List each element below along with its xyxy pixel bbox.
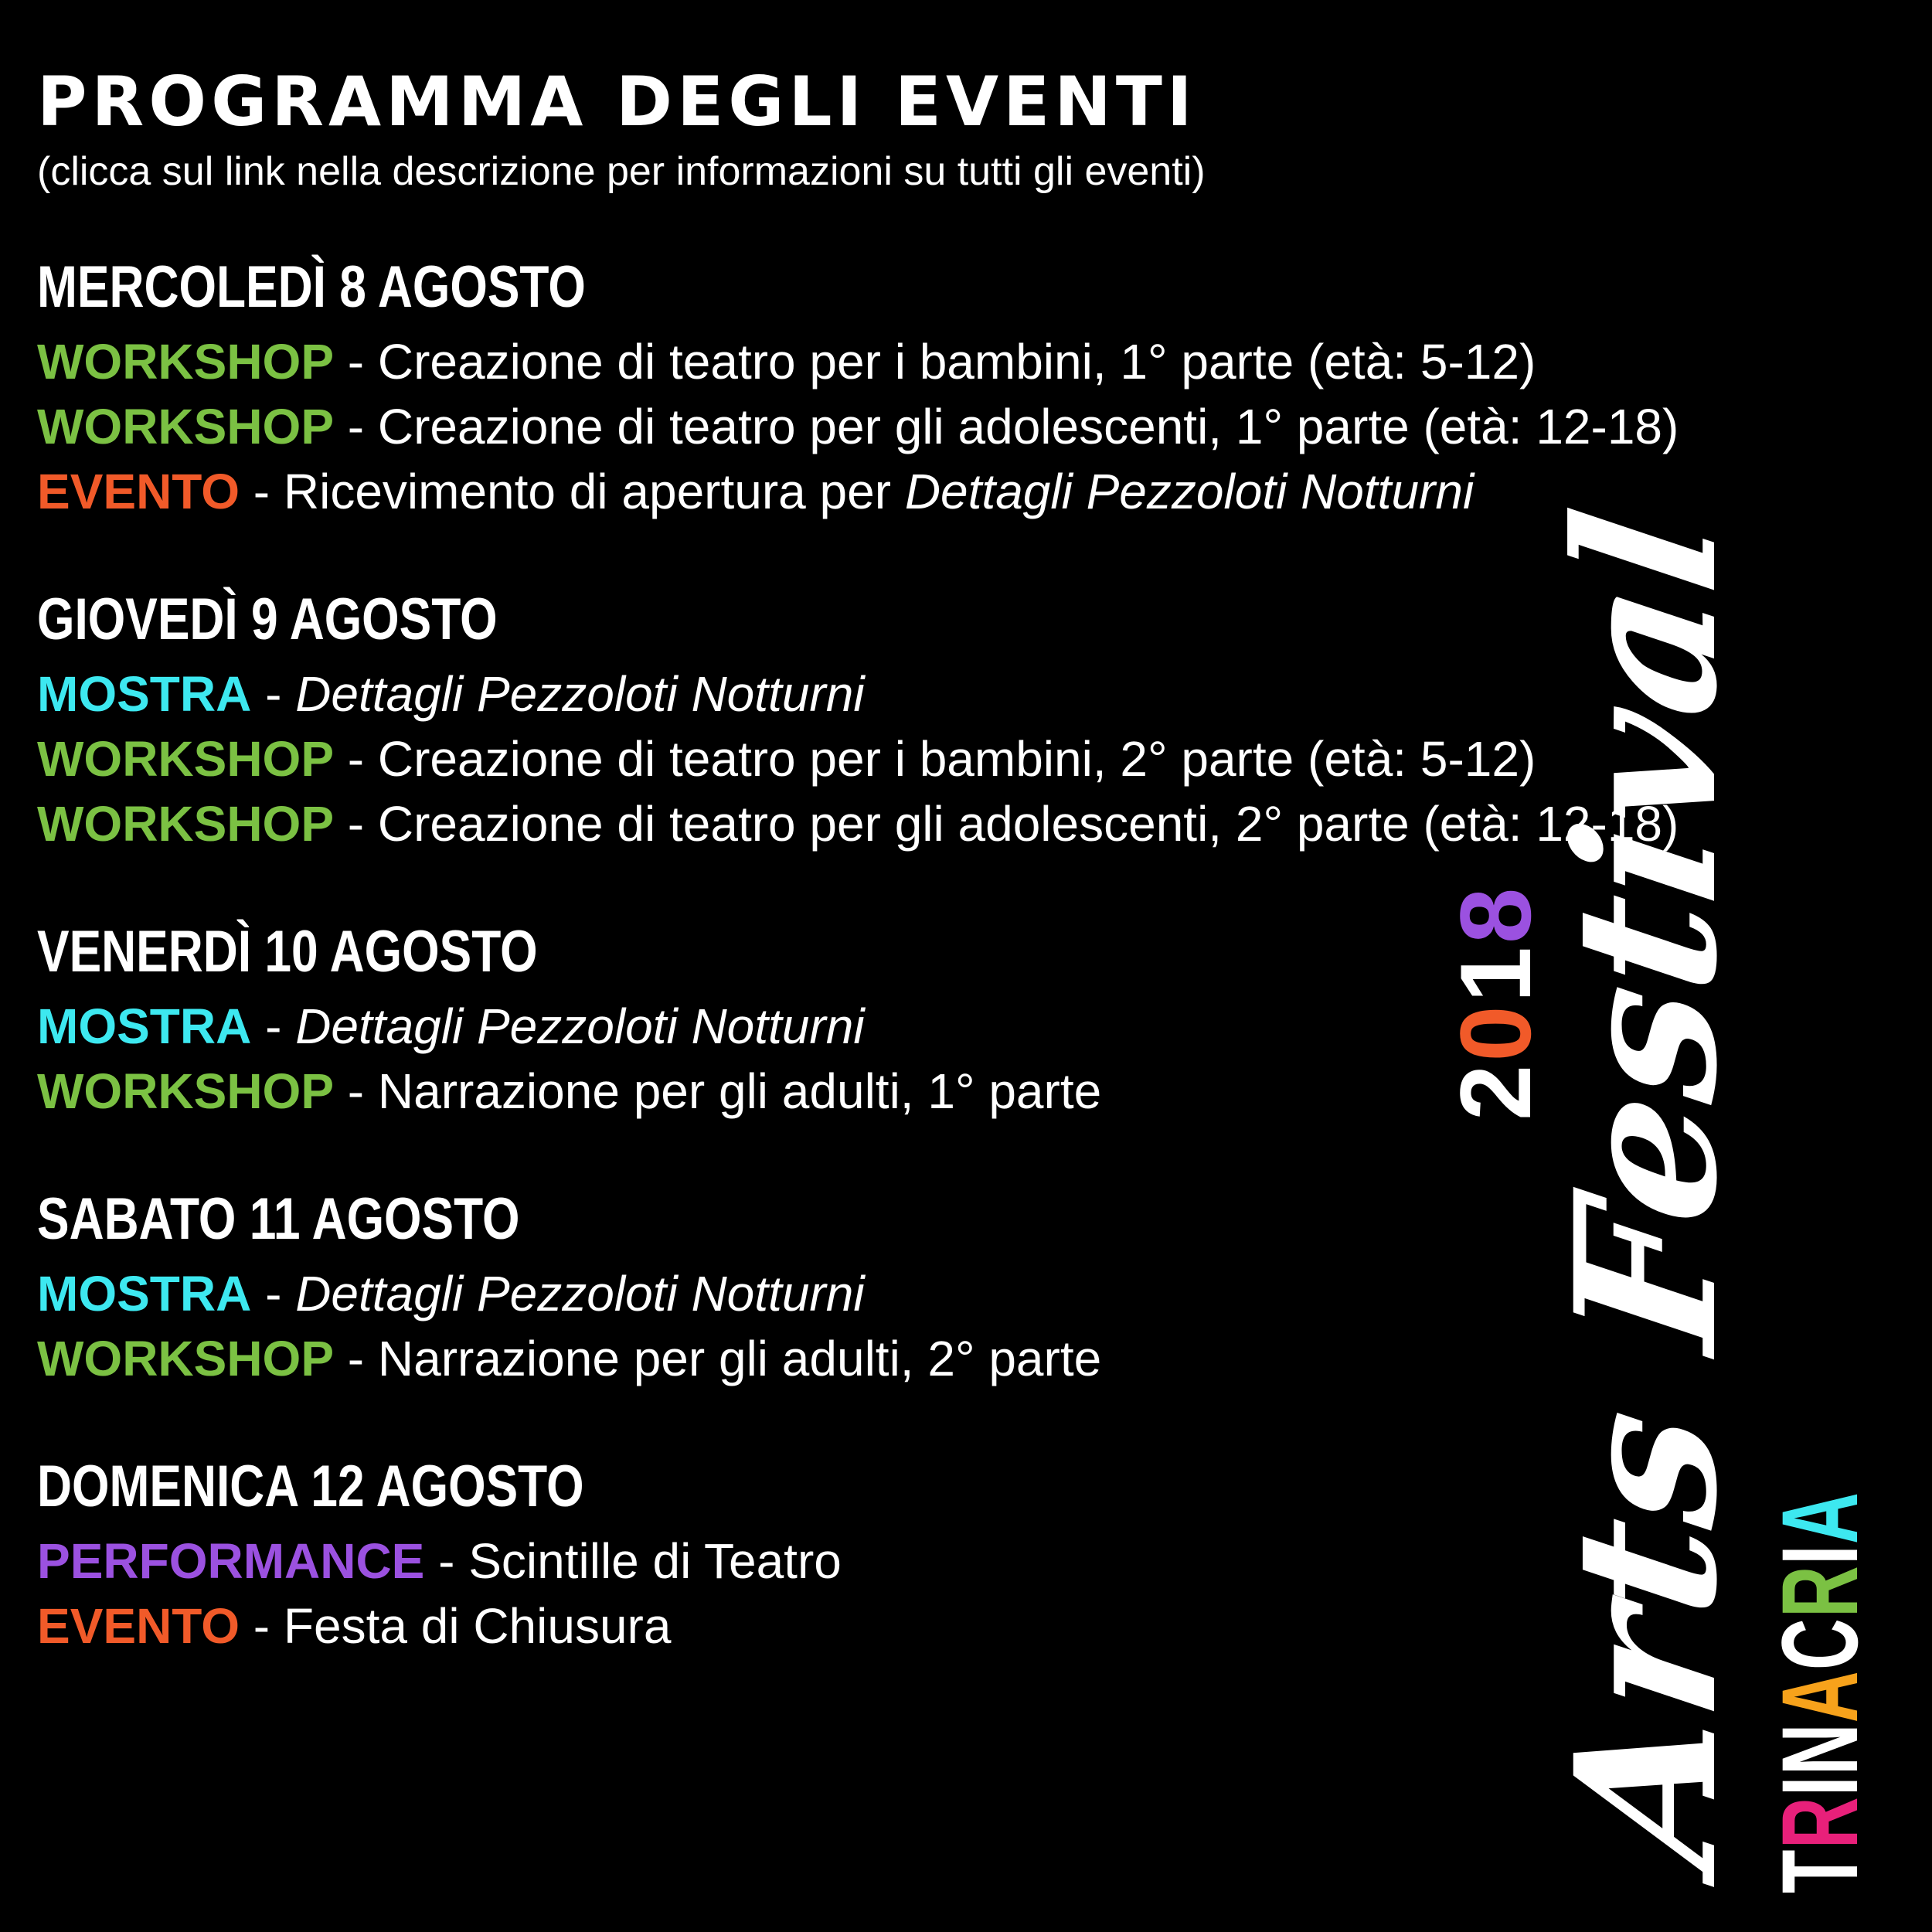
logo-year-digit: 0 — [1439, 1002, 1552, 1062]
logo-name-letter: R — [1759, 1796, 1880, 1849]
logo-script-text: Arts Festival — [1532, 498, 1760, 1879]
event-separator: - — [251, 998, 296, 1054]
day-title: SABATO 11 AGOSTO — [37, 1186, 520, 1252]
event-category: MOSTRA — [37, 998, 252, 1054]
event-category: MOSTRA — [37, 666, 252, 722]
day-title: VENERDÌ 10 AGOSTO — [37, 919, 538, 985]
event-separator: - — [251, 1266, 296, 1321]
day-title: MERCOLEDÌ 8 AGOSTO — [37, 254, 586, 320]
event-description: Creazione di teatro per gli adolescenti, 2° parte (età: 12-18) — [377, 796, 1679, 852]
event-category: WORKSHOP — [37, 796, 334, 852]
logo-year-digit: 8 — [1439, 884, 1552, 944]
event-category: WORKSHOP — [37, 1063, 334, 1119]
event-category: WORKSHOP — [37, 731, 334, 787]
event-separator: - — [251, 666, 296, 722]
logo-name-letter: R — [1759, 1564, 1880, 1618]
page-subtitle: (clicca sul link nella descrizione per informazioni su tutti gli eventi) — [37, 149, 1206, 194]
event-separator: - — [240, 464, 284, 519]
event-title-italic: Dettagli Pezzoloti Notturni — [295, 998, 865, 1054]
event-description: Narrazione per gli adulti, 1° parte — [377, 1063, 1102, 1119]
logo-name — [1759, 1491, 1880, 1893]
event-separator: - — [334, 1331, 378, 1386]
logo-name-letter: I — [1759, 1775, 1880, 1797]
event-category: EVENTO — [37, 464, 240, 519]
event-separator: - — [334, 399, 378, 454]
logo-year-digit: 1 — [1439, 944, 1552, 1003]
event-category: WORKSHOP — [37, 399, 334, 454]
event-separator: - — [334, 731, 378, 787]
event-description: Scintille di Teatro — [468, 1533, 842, 1589]
event-title-italic: Dettagli Pezzoloti Notturni — [295, 666, 865, 722]
logo-year — [1439, 884, 1552, 1121]
event-category: WORKSHOP — [37, 334, 334, 389]
event-title-italic: Dettagli Pezzoloti Notturni — [295, 1266, 865, 1321]
event-category: EVENTO — [37, 1598, 240, 1654]
event-description: Festa di Chiusura — [283, 1598, 672, 1654]
event-category: PERFORMANCE — [37, 1533, 425, 1589]
event-separator: - — [424, 1533, 469, 1589]
day-title: DOMENICA 12 AGOSTO — [37, 1454, 584, 1519]
event-description: Ricevimento di apertura per — [283, 464, 905, 519]
event-description: Creazione di teatro per i bambini, 1° parte (età: 5-12) — [377, 334, 1536, 389]
logo-year-digit: 2 — [1439, 1061, 1552, 1121]
event-description: Narrazione per gli adulti, 2° parte — [377, 1331, 1102, 1386]
logo-name-letter: T — [1759, 1849, 1880, 1893]
event-row — [37, 394, 1907, 459]
event-separator: - — [334, 1063, 378, 1119]
festival-logo — [1439, 498, 1880, 1893]
logo-name-letter: N — [1759, 1723, 1880, 1776]
event-description: Creazione di teatro per gli adolescenti, 1° parte (età: 12-18) — [377, 399, 1679, 454]
event-category: MOSTRA — [37, 1266, 252, 1321]
day-block — [37, 255, 1907, 524]
page-title: PROGRAMMA DEGLI EVENTI — [37, 62, 1197, 141]
logo-name-letter: I — [1759, 1543, 1880, 1565]
event-separator: - — [240, 1598, 284, 1654]
event-separator: - — [334, 796, 378, 852]
event-row — [37, 329, 1907, 394]
event-description: Creazione di teatro per i bambini, 2° parte (età: 5-12) — [377, 731, 1536, 787]
logo-name-letter: A — [1759, 1670, 1880, 1723]
logo-name-letter: A — [1759, 1491, 1880, 1544]
event-category: WORKSHOP — [37, 1331, 334, 1386]
logo-name-letter: C — [1759, 1617, 1880, 1671]
event-title-italic: Dettagli Pezzoloti Notturni — [904, 464, 1475, 519]
day-title: GIOVEDÌ 9 AGOSTO — [37, 587, 498, 652]
event-separator: - — [334, 334, 378, 389]
